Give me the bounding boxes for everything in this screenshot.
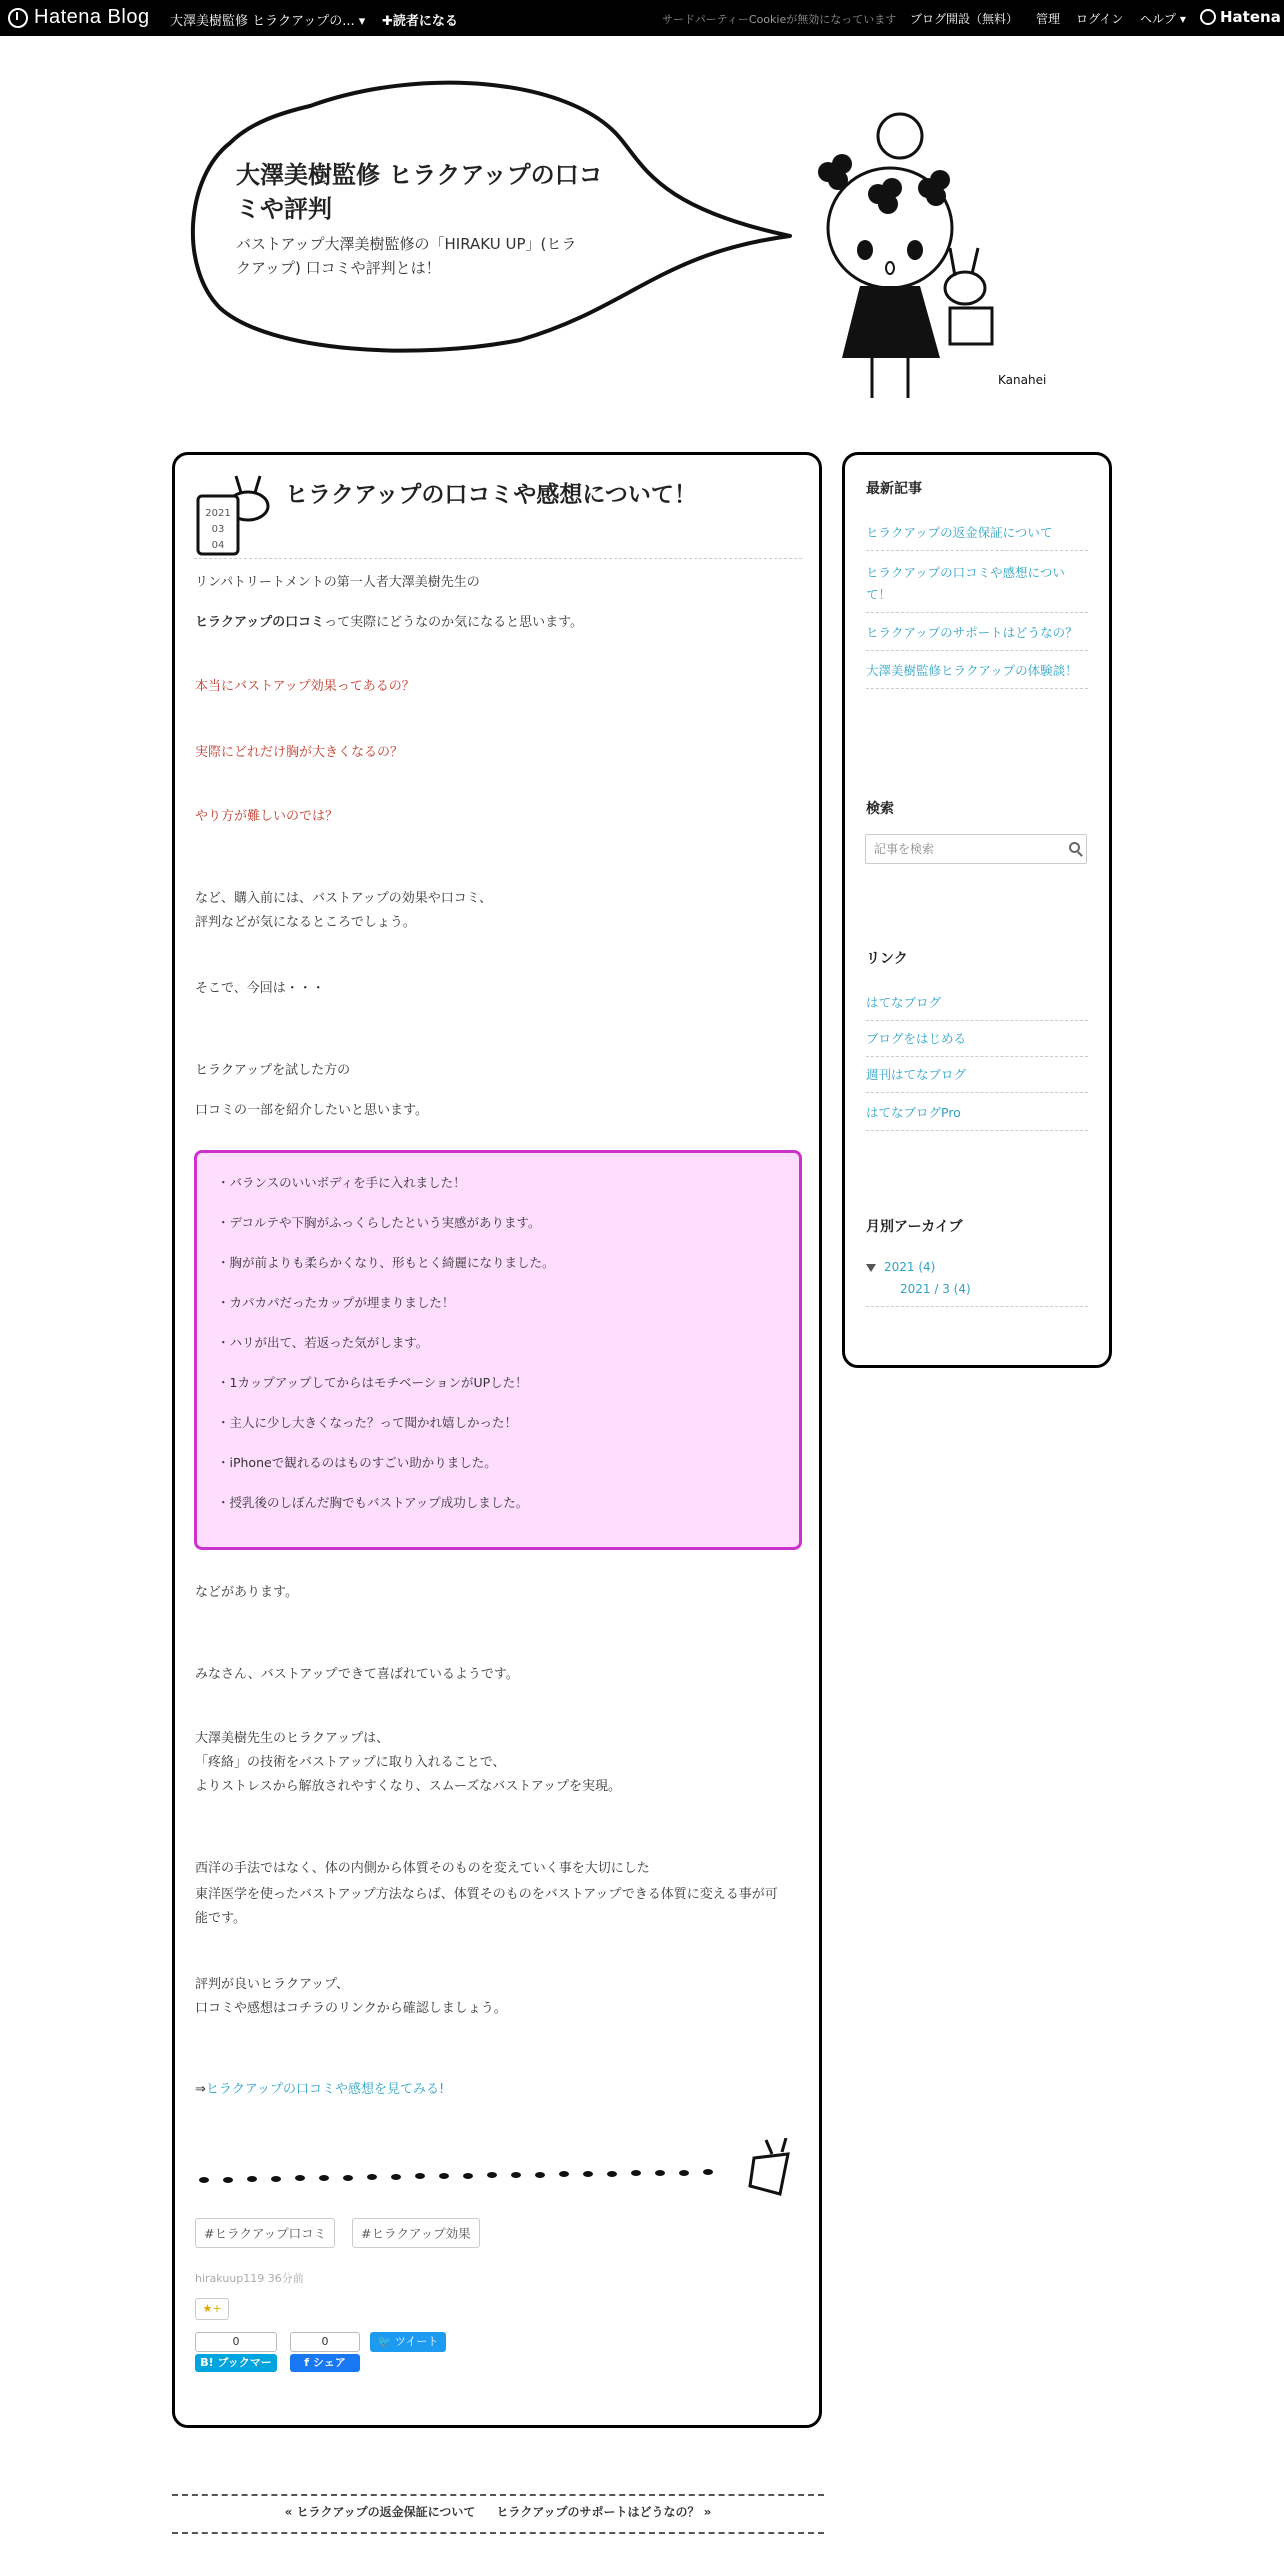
after-paragraph: よりストレスから解放されやすくなり、スムーズなバストアップを実現。 xyxy=(195,1779,622,1794)
dotted-divider-illustration xyxy=(194,2138,804,2198)
archive-expand-icon[interactable] xyxy=(866,1264,876,1272)
tag-label: ヒラクアップ口コミ xyxy=(214,2226,327,2241)
recent-entries-heading: 最新記事 xyxy=(866,481,922,497)
facebook-share-button[interactable]: f シェア xyxy=(290,2354,360,2372)
archive-month-link[interactable]: 2021 / 3 (4) xyxy=(900,1282,971,1296)
author-timestamp[interactable]: hirakuup119 36分前 xyxy=(195,2272,304,2285)
paragraph-2-rest: って実際にどうなのか気になると思います。 xyxy=(324,615,584,630)
girl-with-bunny-illustration xyxy=(790,108,1060,408)
hash-icon: # xyxy=(361,2226,372,2241)
date-badge xyxy=(192,470,282,560)
title-divider xyxy=(194,558,802,559)
sidebar-link[interactable]: 週刊はてなブログ xyxy=(866,1064,1088,1093)
date-day: 04 xyxy=(211,540,225,551)
hatena-menu[interactable] xyxy=(1200,8,1281,26)
after-paragraph: などがあります。 xyxy=(195,1585,298,1600)
logo-text: Hatena Blog xyxy=(34,6,150,28)
subscribe-button[interactable]: ✚読者になる xyxy=(382,14,458,29)
hatena-blog-logo[interactable] xyxy=(8,6,150,29)
help-menu[interactable]: ヘルプ ▾ xyxy=(1140,12,1186,26)
after-paragraph: 東洋医学を使ったバストアップ方法ならば、体質そのものをバストアップできる体質に変える事が可 xyxy=(195,1887,778,1902)
entry-pager xyxy=(172,2503,824,2520)
after-paragraph: 西洋の手法ではなく、体の内側から体質そのものを変えていく事を大切にした xyxy=(195,1861,650,1876)
archive-year-link[interactable]: 2021 (4) xyxy=(884,1260,936,1274)
sidebar-link[interactable]: ブログをはじめる xyxy=(866,1028,1088,1057)
bookmark-count: 0 xyxy=(195,2332,277,2352)
date-year: 2021 xyxy=(205,508,231,519)
prev-entry-link[interactable]: « ヒラクアップの返金保証について xyxy=(284,2505,476,2519)
reviews-box xyxy=(194,1150,802,1550)
hatena-text: Hatena xyxy=(1220,8,1281,26)
archive-heading: 月別アーカイブ xyxy=(866,1219,963,1235)
review-item: ・カパカパだったカップが埋まりました！ xyxy=(217,1295,455,1310)
question-1: 本当にバストアップ効果ってあるの？ xyxy=(195,679,415,694)
bold-keyword: ヒラクアップの口コミ xyxy=(195,615,325,630)
question-2: 実際にどれだけ胸が大きくなるの？ xyxy=(195,745,404,760)
blog-description: バストアップ大澤美樹監修の「HIRAKU UP」(ヒラクアップ) 口コミや評判とは！ xyxy=(236,235,577,277)
recent-entry-link[interactable]: ヒラクアップのサポートはどうなの？ xyxy=(866,622,1088,651)
pager-top-border xyxy=(172,2494,824,2496)
paragraph-1: リンパトリートメントの第一人者大澤美樹先生の xyxy=(195,575,480,590)
blog-selector[interactable]: 大澤美樹監修 ヒラクアップの... ▾ xyxy=(170,14,366,29)
blog-title[interactable]: 大澤美樹監修 ヒラクアップの口コミや評判 xyxy=(236,161,603,223)
bookmark-button[interactable]: B! ブックマーク xyxy=(195,2354,277,2372)
paragraph-9: ヒラクアップを試した方の xyxy=(195,1063,351,1078)
add-star-button[interactable]: ★+ xyxy=(195,2298,229,2320)
review-item: ・胸が前よりも柔らかくなり、形もとく綺麗になりました。 xyxy=(217,1255,555,1270)
link-arrow: ⇒ xyxy=(195,2082,206,2097)
hatena-bookmark-share[interactable] xyxy=(195,2332,277,2387)
next-entry-link[interactable]: ヒラクアップのサポートはどうなの？ » xyxy=(496,2505,712,2519)
admin-link[interactable]: 管理 xyxy=(1036,12,1061,26)
recent-entry-link[interactable]: 大澤美樹監修ヒラクアップの体験談！ xyxy=(866,660,1088,689)
after-paragraph: 「疼絡」の技術をバストアップに取り入れることで、 xyxy=(195,1755,506,1770)
tag-hirakuup-reviews[interactable] xyxy=(195,2218,335,2248)
search-heading: 検索 xyxy=(866,801,894,817)
question-3: やり方が難しいのでは？ xyxy=(195,809,339,824)
review-link-line xyxy=(195,2078,444,2097)
start-blog-link[interactable]: ブログ開設（無料） xyxy=(910,12,1019,26)
review-item: ・1カップアップしてからはモチベーションがUPした！ xyxy=(217,1375,528,1390)
tag-hirakuup-effect[interactable] xyxy=(352,2218,480,2248)
recent-entry-link[interactable]: ヒラクアップの口コミや感想について！ xyxy=(866,562,1088,613)
tag-label: ヒラクアップ効果 xyxy=(371,2226,471,2241)
facebook-share[interactable] xyxy=(290,2332,360,2372)
after-paragraph: みなさん、バストアップできて喜ばれているようです。 xyxy=(195,1667,519,1682)
search-icon[interactable] xyxy=(1069,842,1080,853)
hash-icon: # xyxy=(204,2226,215,2241)
cookie-notice: サードパーティーCookieが無効になっています xyxy=(662,13,897,26)
review-link[interactable]: ヒラクアップの口コミや感想を見てみる! xyxy=(205,2082,445,2097)
search-form xyxy=(865,834,1087,864)
top-bar xyxy=(0,0,1284,36)
after-paragraph: 口コミや感想はコチラのリンクから確認しましょう。 xyxy=(195,2001,507,2016)
login-link[interactable]: ログイン xyxy=(1076,12,1124,26)
search-input[interactable] xyxy=(866,835,1072,863)
pager-bottom-border xyxy=(172,2532,824,2534)
review-item: ・ハリが出て、若返った気がします。 xyxy=(217,1335,429,1350)
tweet-button[interactable]: 🐦 ツイート xyxy=(370,2332,446,2352)
review-item: ・主人に少し大きくなった？って聞かれ嬉しかった！ xyxy=(217,1415,518,1430)
sidebar-link[interactable]: はてなブログ xyxy=(866,992,1088,1021)
links-heading: リンク xyxy=(866,951,908,967)
after-paragraph: 能です。 xyxy=(195,1911,246,1926)
paragraph-6: など、購入前には、バストアップの効果や口コミ、 xyxy=(195,891,493,906)
date-month: 03 xyxy=(211,524,225,535)
review-item: ・iPhoneで観れるのはものすごい助かりました。 xyxy=(217,1455,497,1470)
hatena-logo-icon xyxy=(8,8,28,28)
paragraph-10: 口コミの一部を紹介したいと思います。 xyxy=(195,1103,428,1118)
entry-title[interactable]: ヒラクアップの口コミや感想について！ xyxy=(285,482,697,508)
review-item: ・授乳後のしぼんだ胸でもバストアップ成功しました。 xyxy=(217,1495,529,1510)
sidebar-link[interactable]: はてなブログPro xyxy=(866,1102,1088,1131)
review-item: ・バランスのいいボディを手に入れました！ xyxy=(217,1175,466,1190)
facebook-count: 0 xyxy=(290,2332,360,2352)
recent-entry-link[interactable]: ヒラクアップの返金保証について xyxy=(866,522,1088,551)
paragraph-2 xyxy=(195,610,583,635)
review-item: ・デコルテや下胸がふっくらしたという実感があります。 xyxy=(217,1215,541,1230)
hatena-mark-icon xyxy=(1200,9,1216,25)
after-paragraph: 大澤美樹先生のヒラクアップは、 xyxy=(195,1731,390,1746)
paragraph-7: 評判などが気になるところでしょう。 xyxy=(195,915,416,930)
illustrator-signature: Kanahei xyxy=(998,373,1047,387)
after-paragraph: 評判が良いヒラクアップ、 xyxy=(195,1977,350,1992)
archive-divider xyxy=(866,1306,1088,1307)
paragraph-8: そこで、今回は・・・ xyxy=(195,981,325,996)
